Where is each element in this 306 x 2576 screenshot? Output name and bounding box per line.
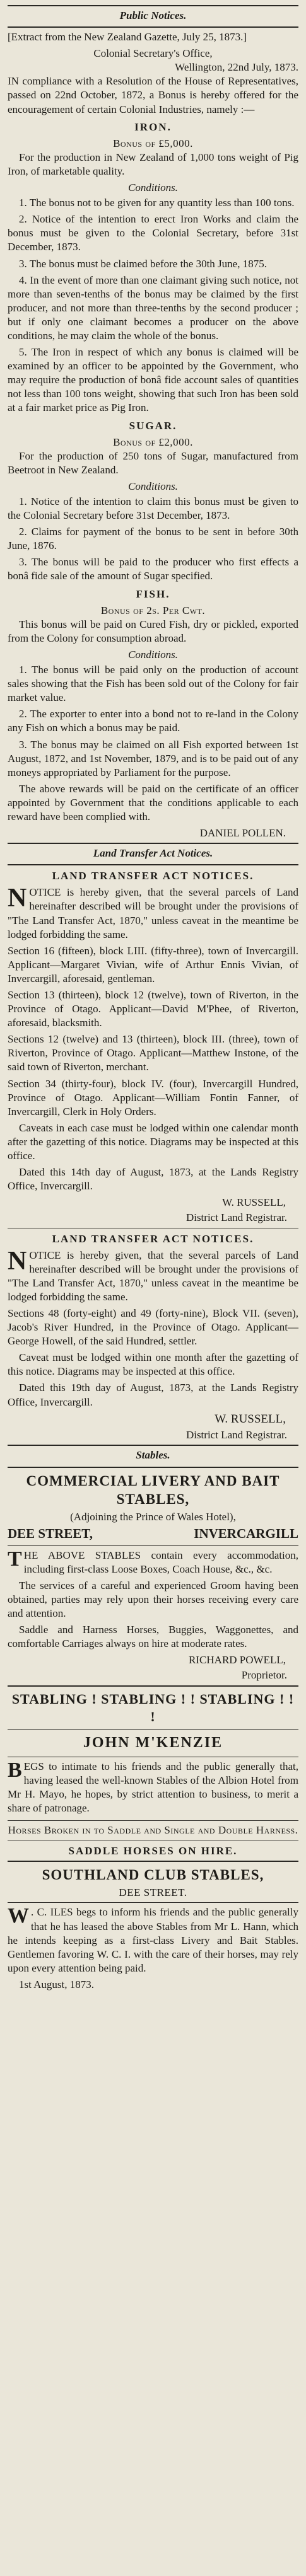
iron-condition: 1. The bonus not to be given for any quantity less than 100 tons. xyxy=(19,197,295,209)
fish-desc: This bonus will be paid on Cured Fish, dry or pickled, exported from the Colony for consumption abroad. xyxy=(8,618,298,644)
rule xyxy=(8,26,298,28)
sugar-desc: For the production of 250 tons of Sugar, manufactured from Beetroot in New Zealand. xyxy=(8,449,298,476)
commercial-town: INVERCARGILL xyxy=(194,1526,298,1542)
rule xyxy=(8,1467,298,1468)
mckenzie-body xyxy=(8,1760,298,1815)
horses-broken: Horses Broken in to Saddle and Single and Double Harness. xyxy=(8,1824,298,1837)
iron-bonus: Bonus of £5,000. xyxy=(113,137,193,149)
commercial-body-3: Saddle and Harness Horses, Buggies, Waggonettes, and comfortable Carriages always on hire at moderate rates. xyxy=(8,1624,298,1650)
saddle-horses-hire: SADDLE HORSES ON HIRE. xyxy=(68,1845,238,1857)
sugar-conditions-title: Conditions. xyxy=(128,480,178,492)
commercial-body-2: The services of a careful and experienced Groom having been obtained, parties may rely upon their horses receiving every care and attention. xyxy=(8,1579,298,1620)
fish-bonus: Bonus of 2s. Per Cwt. xyxy=(100,604,206,616)
sugar-bonus: Bonus of £2,000. xyxy=(113,436,193,448)
rule xyxy=(8,1545,298,1546)
land-notice-intro-2 xyxy=(8,1246,298,1304)
land-caveat-2: Caveat must be lodged within one month after the gazetting of this notice. Diagrams may be inspected at this office. xyxy=(8,1351,298,1378)
fish-condition: 1. The bonus will be paid only on the production of account sales showing that the Fish has been sold out of the Colony for fair market value. xyxy=(8,664,298,704)
commercial-street: DEE STREET, xyxy=(8,1526,93,1542)
iron-title: IRON. xyxy=(134,120,172,133)
southland-stables-title: SOUTHLAND CLUB STABLES, xyxy=(42,1867,264,1883)
iron-conditions-title: Conditions. xyxy=(128,182,178,194)
southland-body-text: . C. ILES begs to inform his friends and the public generally that he has leased the above Stables from Mr L. Hann, which he intends keeping as a first-class Livery and Bait Stables. Gentlemen favoring W. C. I. with the care of their horses, may rely upon every attention being paid. xyxy=(8,1906,298,1974)
land-dated: Dated this 14th day of August, 1873, at the Lands Registry Office, Invercargill. xyxy=(8,1166,298,1193)
mckenzie-body-text: EGS to intimate to his friends and the public generally that, having leased the well-known Stables of the Albion Hotel from Mr H. Mayo, he hopes, by strict attention to business, to merit a share of patronage. xyxy=(8,1760,298,1815)
rule xyxy=(8,864,298,865)
commercial-body-text: HE ABOVE STABLES contain every accommodation, including first-class Loose Boxes, Coach House, &c., &c. xyxy=(23,1549,298,1575)
rule xyxy=(8,843,298,844)
signature-russell-2: W. RUSSELL, xyxy=(215,1412,286,1426)
rule xyxy=(8,1902,298,1903)
land-caveat: Caveats in each case must be lodged within one calendar month after the gazetting of this notice. Diagrams may be inspected at this office. xyxy=(8,1121,298,1162)
fish-conditions-title: Conditions. xyxy=(128,648,178,661)
public-notices-header: Public Notices. xyxy=(119,9,187,21)
southland-body xyxy=(8,1905,298,1975)
stables-section-header: Stables. xyxy=(136,1449,170,1462)
drop-cap: W xyxy=(8,1904,29,1928)
commercial-stables-title: COMMERCIAL LIVERY AND BAIT STABLES, xyxy=(26,1472,280,1508)
commercial-adjoining: (Adjoining the Prince of Wales Hotel), xyxy=(70,1511,236,1523)
intro: IN compliance with a Resolution of the House of Representatives, passed on 22nd October, 1872, a Bonus is hereby offered for the encouragement of certain Colonial Industries, namely :— xyxy=(8,75,298,115)
rule xyxy=(8,1729,298,1730)
signature-title: District Land Registrar. xyxy=(185,1211,287,1224)
land-item: Section 34 (thirty-four), block IV. (four), Invercargill Hundred, Province of Otago. Applicant—William Fontin Fanner, of Invercargill, Clerk in Holy Orders. xyxy=(8,1077,298,1118)
rule xyxy=(8,1820,298,1821)
iron-condition: 4. In the event of more than one claimant giving such notice, not more than seven-tenths of the bonus may be claimed by the first producer, and not more than three-tenths by the second producer ; but if only one claimant becomes a producer on the above conditions, he may claim the whole of the bonus. xyxy=(8,274,298,342)
iron-condition: 5. The Iron in respect of which any bonus is claimed will be examined by an officer to be appointed by the Government, who may require the production of bonâ fide account sales of quantities not less than 100 tons weight, showing that such Iron has been sold at a fair market price as Pig Iron. xyxy=(8,346,298,414)
iron-condition: 2. Notice of the intention to erect Iron Works and claim the bonus must be given to the Colonial Secretary, before 31st December, 1873. xyxy=(8,213,298,253)
rule xyxy=(8,1445,298,1446)
stabling-banner: STABLING ! STABLING ! ! STABLING ! ! ! xyxy=(11,1690,295,1725)
drop-cap: B xyxy=(8,1758,22,1782)
sugar-condition: 2. Claims for payment of the bonus to be sent in before 30th June, 1876. xyxy=(8,526,298,552)
drop-cap: N xyxy=(8,1246,27,1276)
signature-powell: RICHARD POWELL, xyxy=(189,1654,286,1666)
mckenzie-name: JOHN M'KENZIE xyxy=(83,1734,223,1751)
signature-proprietor: Proprietor. xyxy=(241,1669,287,1682)
rule xyxy=(8,1685,298,1687)
fish-condition: 3. The bonus may be claimed on all Fish exported between 1st August, 1872, and 1st November, 1879, and is to be paid out of any moneys appropriated by Parliament for the purpose. xyxy=(8,738,298,778)
land-intro-text-2: OTICE is hereby given, that the several parcels of Land hereinafter described will be brought under the provisions of "The Land Transfer Act, 1870," unless caveat in the meantime be lodged forbidding the same. xyxy=(8,1249,298,1303)
southland-street: DEE STREET. xyxy=(119,1886,187,1899)
sugar-condition: 1. Notice of the intention to claim this bonus must be given to the Colonial Secretary before 31st December, 1873. xyxy=(8,495,298,522)
sugar-title: SUGAR. xyxy=(129,419,177,432)
gazette-extract: [Extract from the New Zealand Gazette, July 25, 1873.] xyxy=(8,31,247,43)
iron-condition: 3. The bonus must be claimed before the 30th June, 1875. xyxy=(19,257,267,270)
rule xyxy=(8,1861,298,1862)
iron-desc: For the production in New Zealand of 1,000 tons weight of Pig Iron, of marketable quality. xyxy=(8,151,298,177)
land-dated-2: Dated this 19th day of August, 1873, at the Lands Registry Office, Invercargill. xyxy=(8,1382,298,1408)
land-item: Section 13 (thirteen), block 12 (twelve), town of Riverton, in the Province of Otago. Applicant—David M'Phee, of Riverton, aforesaid, blacksmith. xyxy=(8,989,298,1029)
drop-cap: N xyxy=(8,884,27,913)
office: Colonial Secretary's Office, xyxy=(93,47,213,60)
drop-cap: T xyxy=(8,1547,22,1571)
closing: The above rewards will be paid on the certificate of an officer appointed by Government that the conditions applicable to each reward have been complied with. xyxy=(8,782,298,823)
land-item: Section 16 (fifteen), block LIII. (fifty-three), town of Invercargill. Applicant—Margaret Vivian, wife of Arthur Ennis Vivian, of Invercargill, aforesaid, gentleman. xyxy=(8,944,298,985)
fish-title: FISH. xyxy=(136,587,170,600)
signature-russell: W. RUSSELL, xyxy=(222,1196,286,1209)
signature-pollen: DANIEL POLLEN. xyxy=(199,827,286,840)
land-transfer-section-header: Land Transfer Act Notices. xyxy=(93,847,213,860)
land-notice-heading: LAND TRANSFER ACT NOTICES. xyxy=(52,870,254,882)
commercial-address xyxy=(8,1525,298,1542)
fish-condition: 2. The exporter to enter into a bond not to re-land in the Colony any Fish on which a bonus may be paid. xyxy=(8,708,298,734)
land-notice-intro xyxy=(8,886,298,941)
land-item: Sections 12 (twelve) and 13 (thirteen), block III. (three), town of Riverton, Province of Otago. Applicant—Matthew Instone, of the said town of Riverton, merchant. xyxy=(8,1033,298,1073)
land-notice-heading-2: LAND TRANSFER ACT NOTICES. xyxy=(52,1232,254,1245)
commercial-body xyxy=(8,1549,298,1576)
land-item-2: Sections 48 (forty-eight) and 49 (forty-nine), Block VII. (seven), Jacob's River Hundred, in the Province of Otago. Applicant—George Howell, of the said Hundred, settler. xyxy=(8,1307,298,1348)
signature-title-2: District Land Registrar. xyxy=(185,1429,287,1441)
sugar-condition: 3. The bonus will be paid to the producer who first effects a bonâ fide sale of the amount of Sugar specified. xyxy=(8,556,298,582)
southland-date: 1st August, 1873. xyxy=(19,1978,95,1990)
dateline: Wellington, 22nd July, 1873. xyxy=(175,61,298,74)
land-intro-text: OTICE is hereby given, that the several parcels of Land hereinafter described will be brought under the provisions of "The Land Transfer Act, 1870," unless caveat in the meantime be lodged forbidding the same. xyxy=(8,886,298,940)
top-rule xyxy=(8,5,298,6)
